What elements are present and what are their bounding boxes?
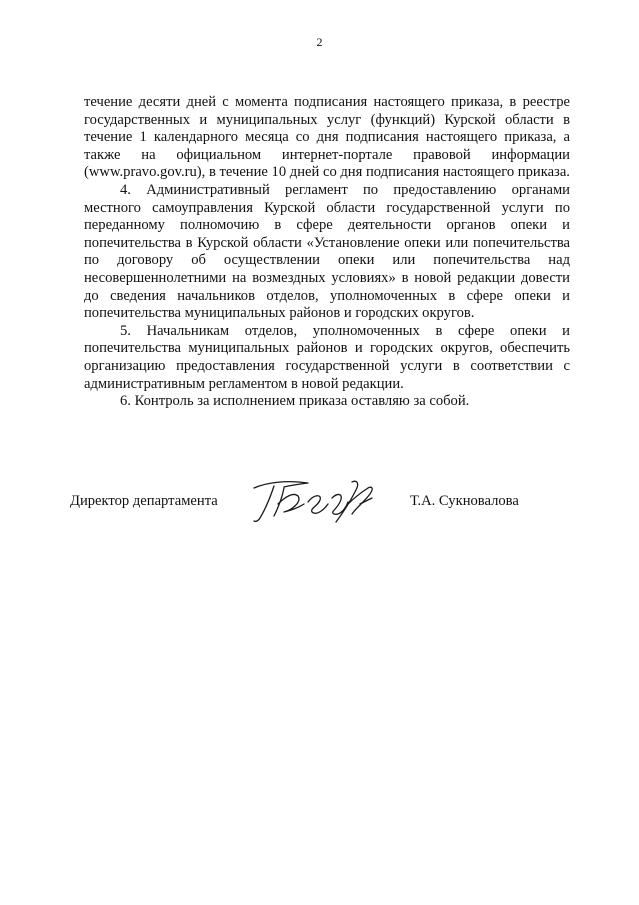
- document-body: [84, 94, 570, 411]
- signature-block: [70, 474, 570, 534]
- signer-position-title: Директор департамента: [70, 493, 218, 509]
- handwritten-signature-icon: [248, 474, 378, 526]
- paragraph-item-6: 6. Контроль за исполнением приказа оставляю за собой.: [120, 393, 470, 410]
- paragraph-continuation: течение десяти дней с момента подписания настоящего приказа, в реестре государственных и муниципальных услуг (функций) Курской области в течение 1 календарного месяца со дня подписания настоящего приказа, а также на официальном интернет-портале правовой информации (www.pravo.gov.ru), в течение 10 дней со дня подписания настоящего приказа.: [84, 94, 570, 181]
- page-number: 2: [316, 35, 323, 49]
- paragraph-item-5: 5. Начальникам отделов, уполномоченных в сфере опеки и попечительства муниципальных районов и городских округов, обеспечить организацию предоставления государственной услуги в соответствии с административным регламентом в новой редакции.: [84, 322, 570, 392]
- paragraph-item-4: 4. Административный регламент по предоставлению органами местного самоуправления Курской области государственной услуги по переданному полномочию в сфере деятельности органов опеки и попечительства в Курской области «Установление опеки или попечительства по договору об осуществлении опеки или попечительства над несовершеннолетними на возмездных условиях» в новой редакции довести до сведения начальников отделов, уполномоченных в сфере опеки и попечительства муниципальных районов и городских округов.: [84, 181, 570, 322]
- signer-name: Т.А. Сукновалова: [410, 493, 519, 509]
